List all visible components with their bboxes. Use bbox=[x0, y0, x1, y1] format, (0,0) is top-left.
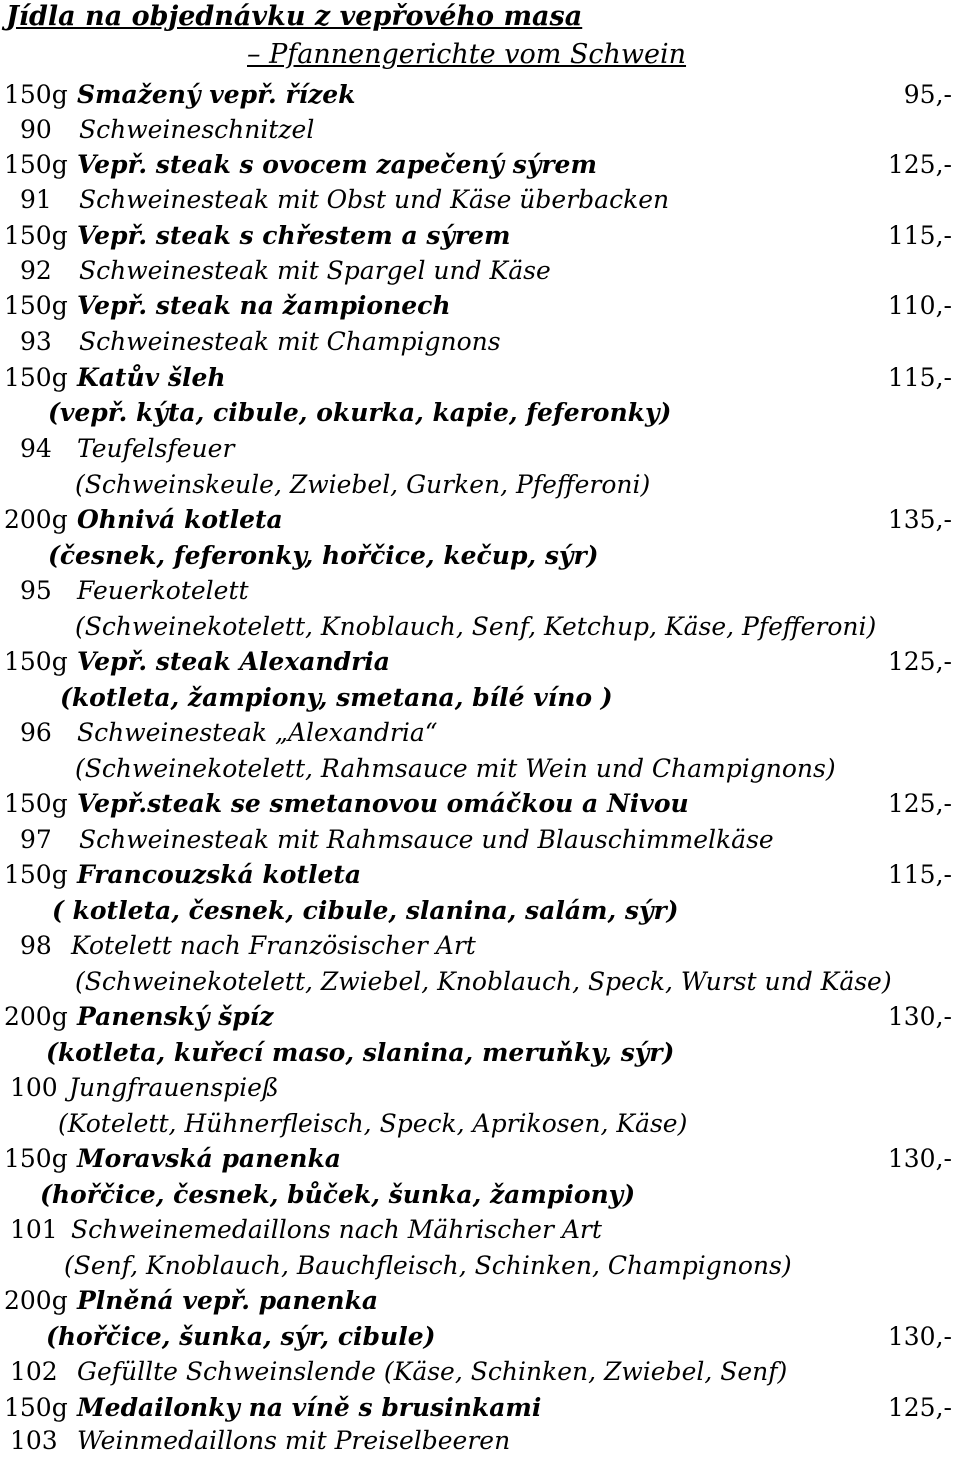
menu-item-translation bbox=[0, 1424, 960, 1458]
item-german-ingredients: (Schweinekotelett, Knoblauch, Senf, Ketchup, Käse, Pfefferoni) bbox=[75, 612, 877, 641]
item-price: 135,- bbox=[887, 505, 952, 534]
item-number: 102 bbox=[10, 1357, 58, 1386]
item-number: 93 bbox=[20, 327, 52, 356]
menu-item-translation-desc bbox=[0, 468, 960, 502]
title-line-1 bbox=[0, 0, 960, 34]
menu-item-translation bbox=[0, 716, 960, 750]
item-weight: 150g bbox=[4, 860, 68, 889]
item-german: Kotelett nach Französischer Art bbox=[71, 931, 476, 960]
item-name: Vepř. steak na žampionech bbox=[77, 291, 451, 320]
item-weight: 150g bbox=[4, 363, 68, 392]
item-weight: 200g bbox=[4, 1002, 68, 1031]
menu-item-translation bbox=[0, 823, 960, 857]
menu-item-row bbox=[0, 645, 960, 679]
menu-item-row bbox=[0, 1284, 960, 1318]
item-number: 91 bbox=[20, 185, 52, 214]
item-price: 115,- bbox=[887, 221, 952, 250]
item-number: 92 bbox=[20, 256, 52, 285]
item-price: 110,- bbox=[887, 291, 952, 320]
item-number: 101 bbox=[10, 1215, 58, 1244]
item-german-ingredients: (Schweinekotelett, Zwiebel, Knoblauch, Speck, Wurst und Käse) bbox=[75, 967, 892, 996]
menu-item-translation bbox=[0, 1355, 960, 1389]
item-price: 125,- bbox=[887, 647, 952, 676]
item-name: Smažený vepř. řízek bbox=[77, 80, 356, 109]
item-german: Feuerkotelett bbox=[77, 576, 249, 605]
menu-item-translation bbox=[0, 574, 960, 608]
item-name: Vepř. steak Alexandria bbox=[77, 647, 390, 676]
item-german: Schweineschnitzel bbox=[79, 115, 315, 144]
menu-item-translation-desc bbox=[0, 752, 960, 786]
item-german: Schweinesteak mit Spargel und Käse bbox=[79, 256, 551, 285]
item-name: Ohnivá kotleta bbox=[77, 505, 283, 534]
menu-item-row bbox=[0, 1391, 960, 1425]
item-price: 130,- bbox=[887, 1002, 952, 1031]
menu-item-row bbox=[0, 78, 960, 112]
menu-item-translation bbox=[0, 1213, 960, 1247]
title-line-2 bbox=[0, 38, 960, 72]
menu-item-translation bbox=[0, 1071, 960, 1105]
item-german: Weinmedaillons mit Preiselbeeren bbox=[77, 1426, 511, 1455]
menu-item-row bbox=[0, 787, 960, 821]
item-ingredients: (vepř. kýta, cibule, okurka, kapie, feferonky) bbox=[48, 398, 672, 427]
item-weight: 150g bbox=[4, 647, 68, 676]
menu-item-description bbox=[0, 396, 960, 430]
menu-item-row bbox=[0, 289, 960, 323]
item-weight: 200g bbox=[4, 505, 68, 534]
menu-item-row bbox=[0, 858, 960, 892]
item-number: 90 bbox=[20, 115, 52, 144]
item-weight: 150g bbox=[4, 789, 68, 818]
menu-item-row bbox=[0, 1000, 960, 1034]
menu-item-translation bbox=[0, 113, 960, 147]
item-german-ingredients: (Schweinekotelett, Rahmsauce mit Wein und Champignons) bbox=[75, 754, 836, 783]
menu-item-description bbox=[0, 894, 960, 928]
menu-item-translation bbox=[0, 432, 960, 466]
menu-item-translation-desc bbox=[0, 610, 960, 644]
item-name: Francouzská kotleta bbox=[77, 860, 362, 889]
item-number: 94 bbox=[20, 434, 52, 463]
item-german: Jungfrauenspieß bbox=[69, 1073, 279, 1102]
item-name: Plněná vepř. panenka bbox=[77, 1286, 379, 1315]
item-name: Vepř. steak s ovocem zapečený sýrem bbox=[77, 150, 597, 179]
item-german: Schweinesteak mit Champignons bbox=[79, 327, 501, 356]
item-german: Schweinesteak „Alexandria“ bbox=[77, 718, 438, 747]
item-ingredients: (česnek, feferonky, hořčice, kečup, sýr) bbox=[48, 541, 599, 570]
item-price: 130,- bbox=[887, 1322, 952, 1351]
item-name: Vepř. steak s chřestem a sýrem bbox=[77, 221, 511, 250]
menu-item-row bbox=[0, 148, 960, 182]
item-name: Katův šleh bbox=[77, 363, 226, 392]
item-price: 125,- bbox=[887, 789, 952, 818]
menu-item-row bbox=[0, 503, 960, 537]
menu-item-description bbox=[0, 539, 960, 573]
menu-item-row bbox=[0, 361, 960, 395]
item-name: Moravská panenka bbox=[77, 1144, 342, 1173]
item-price: 115,- bbox=[887, 860, 952, 889]
item-number: 95 bbox=[20, 576, 52, 605]
menu-item-description bbox=[0, 681, 960, 715]
item-german: Gefüllte Schweinslende (Käse, Schinken, Zwiebel, Senf) bbox=[77, 1357, 788, 1386]
menu-item-translation-desc bbox=[0, 1107, 960, 1141]
item-weight: 150g bbox=[4, 150, 68, 179]
item-number: 103 bbox=[10, 1426, 58, 1455]
item-ingredients: ( kotleta, česnek, cibule, slanina, salám, sýr) bbox=[52, 896, 679, 925]
menu-item-description bbox=[0, 1320, 960, 1354]
item-german: Schweinesteak mit Obst und Käse überbacken bbox=[79, 185, 670, 214]
menu-item-description bbox=[0, 1178, 960, 1212]
item-name: Vepř.steak se smetanovou omáčkou a Nivou bbox=[77, 789, 689, 818]
menu-item-translation bbox=[0, 325, 960, 359]
item-weight: 150g bbox=[4, 221, 68, 250]
item-weight: 150g bbox=[4, 1144, 68, 1173]
item-ingredients: (hořčice, česnek, bůček, šunka, žampiony) bbox=[40, 1180, 636, 1209]
item-weight: 150g bbox=[4, 1393, 68, 1422]
menu-item-translation bbox=[0, 254, 960, 288]
item-number: 98 bbox=[20, 931, 52, 960]
item-german-ingredients: (Senf, Knoblauch, Bauchfleisch, Schinken, Champignons) bbox=[64, 1251, 792, 1280]
item-price: 115,- bbox=[887, 363, 952, 392]
menu-title: Jídla na objednávku z vepřového masa bbox=[6, 1, 583, 32]
item-german-ingredients: (Kotelett, Hühnerfleisch, Speck, Aprikosen, Käse) bbox=[58, 1109, 688, 1138]
item-price: 125,- bbox=[887, 150, 952, 179]
item-name: Medailonky na víně s brusinkami bbox=[77, 1393, 542, 1422]
item-number: 100 bbox=[10, 1073, 58, 1102]
item-german-ingredients: (Schweinskeule, Zwiebel, Gurken, Pfefferoni) bbox=[75, 470, 651, 499]
menu-item-translation-desc bbox=[0, 965, 960, 999]
menu-subtitle: – Pfannengerichte vom Schwein bbox=[247, 39, 687, 70]
item-number: 97 bbox=[20, 825, 52, 854]
item-weight: 150g bbox=[4, 80, 68, 109]
item-price: 95,- bbox=[903, 80, 952, 109]
item-name: Panenský špíz bbox=[77, 1002, 274, 1031]
item-ingredients: (hořčice, šunka, sýr, cibule) bbox=[46, 1322, 436, 1351]
item-ingredients: (kotleta, žampiony, smetana, bílé víno ) bbox=[60, 683, 613, 712]
item-weight: 200g bbox=[4, 1286, 68, 1315]
menu-item-translation bbox=[0, 929, 960, 963]
item-number: 96 bbox=[20, 718, 52, 747]
item-ingredients: (kotleta, kuřecí maso, slanina, meruňky, sýr) bbox=[46, 1038, 675, 1067]
menu-item-translation-desc bbox=[0, 1249, 960, 1283]
menu-item-translation bbox=[0, 183, 960, 217]
item-price: 125,- bbox=[887, 1393, 952, 1422]
menu-item-row bbox=[0, 1142, 960, 1176]
menu-item-description bbox=[0, 1036, 960, 1070]
item-price: 130,- bbox=[887, 1144, 952, 1173]
menu-item-row bbox=[0, 219, 960, 253]
item-weight: 150g bbox=[4, 291, 68, 320]
item-german: Schweinemedaillons nach Mährischer Art bbox=[71, 1215, 602, 1244]
item-german: Schweinesteak mit Rahmsauce und Blauschimmelkäse bbox=[79, 825, 774, 854]
item-german: Teufelsfeuer bbox=[77, 434, 235, 463]
